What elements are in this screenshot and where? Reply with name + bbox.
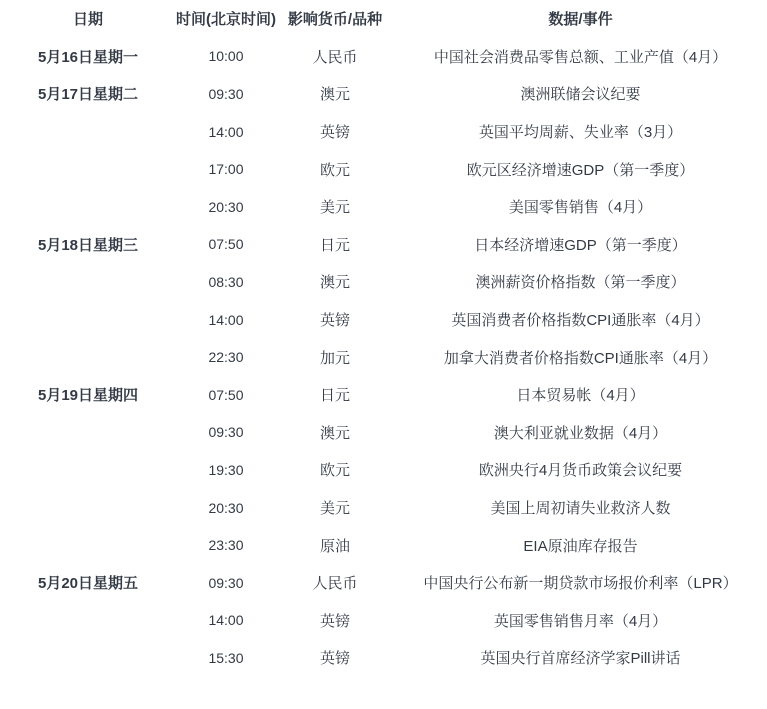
date-cell: 5月19日星期四 bbox=[37, 387, 139, 405]
table-row bbox=[0, 639, 767, 677]
time-cell: 09:30 bbox=[208, 424, 244, 441]
currency-cell: 日元 bbox=[319, 387, 350, 405]
time-cell: 09:30 bbox=[208, 574, 244, 591]
time-cell: 17:00 bbox=[208, 161, 244, 178]
date-cell bbox=[0, 639, 176, 677]
table-row bbox=[0, 526, 767, 564]
event-cell: 日本经济增速GDP（第一季度） bbox=[474, 236, 687, 254]
event-cell: 澳洲薪资价格指数（第一季度） bbox=[475, 274, 686, 292]
currency-cell: 人民币 bbox=[312, 48, 358, 66]
currency-cell: 人民币 bbox=[312, 575, 358, 593]
column-header-time: 时间(北京时间) bbox=[176, 11, 276, 29]
time-cell: 20:30 bbox=[208, 198, 244, 215]
currency-cell: 澳元 bbox=[319, 424, 350, 442]
event-cell: 英国零售销售月率（4月） bbox=[493, 612, 668, 630]
currency-cell: 英镑 bbox=[319, 612, 350, 630]
currency-cell: 欧元 bbox=[319, 161, 350, 179]
date-cell bbox=[0, 113, 176, 151]
table-row bbox=[0, 376, 767, 414]
time-cell: 08:30 bbox=[208, 273, 244, 290]
currency-cell: 澳元 bbox=[319, 274, 350, 292]
table-row bbox=[0, 338, 767, 376]
date-cell: 5月20日星期五 bbox=[37, 575, 139, 593]
currency-cell: 欧元 bbox=[319, 462, 350, 480]
time-cell: 14:00 bbox=[208, 311, 244, 328]
event-cell: 中国社会消费品零售总额、工业产值（4月） bbox=[433, 48, 728, 66]
date-cell: 5月17日星期二 bbox=[37, 86, 139, 104]
time-cell: 14:00 bbox=[208, 612, 244, 629]
event-cell: 美国零售销售（4月） bbox=[508, 199, 653, 217]
currency-cell: 澳元 bbox=[319, 86, 350, 104]
time-cell: 23:30 bbox=[208, 537, 244, 554]
event-cell: 中国央行公布新一期贷款市场报价利率（LPR） bbox=[423, 575, 738, 593]
time-cell: 07:50 bbox=[208, 386, 244, 403]
time-cell: 07:50 bbox=[208, 236, 244, 253]
column-header-event: 数据/事件 bbox=[548, 11, 613, 29]
table-row bbox=[0, 38, 767, 76]
date-cell bbox=[0, 451, 176, 489]
table-row bbox=[0, 564, 767, 602]
event-cell: 日本贸易帐（4月） bbox=[516, 387, 645, 405]
event-cell: 英国央行首席经济学家Pill讲话 bbox=[480, 650, 681, 668]
column-header-date: 日期 bbox=[72, 11, 103, 29]
date-cell bbox=[0, 301, 176, 339]
currency-cell: 英镑 bbox=[319, 124, 350, 142]
table-row bbox=[0, 602, 767, 640]
event-cell: 澳大利亚就业数据（4月） bbox=[493, 424, 668, 442]
table-row bbox=[0, 226, 767, 264]
currency-cell: 英镑 bbox=[319, 312, 350, 330]
time-cell: 19:30 bbox=[208, 461, 244, 478]
event-cell: 欧元区经济增速GDP（第一季度） bbox=[466, 161, 695, 179]
date-cell bbox=[0, 263, 176, 301]
table-row bbox=[0, 263, 767, 301]
time-cell: 14:00 bbox=[208, 123, 244, 140]
column-header-currency: 影响货币/品种 bbox=[287, 11, 383, 29]
date-cell: 5月16日星期一 bbox=[37, 48, 139, 66]
table-row bbox=[0, 113, 767, 151]
event-cell: 英国平均周薪、失业率（3月） bbox=[478, 124, 683, 142]
calendar-body bbox=[0, 38, 767, 677]
table-row bbox=[0, 301, 767, 339]
event-cell: EIA原油库存报告 bbox=[523, 537, 638, 555]
event-cell: 欧洲央行4月货币政策会议纪要 bbox=[478, 462, 683, 480]
time-cell: 22:30 bbox=[208, 349, 244, 366]
time-cell: 15:30 bbox=[208, 649, 244, 666]
date-cell bbox=[0, 526, 176, 564]
table-row bbox=[0, 451, 767, 489]
currency-cell: 英镑 bbox=[319, 650, 350, 668]
table-row bbox=[0, 75, 767, 113]
table-row bbox=[0, 188, 767, 226]
date-cell bbox=[0, 150, 176, 188]
date-cell bbox=[0, 414, 176, 452]
currency-cell: 日元 bbox=[319, 236, 350, 254]
time-cell: 09:30 bbox=[208, 85, 244, 102]
event-cell: 加拿大消费者价格指数CPI通胀率（4月） bbox=[443, 349, 718, 367]
date-cell bbox=[0, 338, 176, 376]
date-cell bbox=[0, 489, 176, 527]
event-cell: 澳洲联储会议纪要 bbox=[520, 86, 641, 104]
date-cell bbox=[0, 602, 176, 640]
event-cell: 美国上周初请失业救济人数 bbox=[490, 500, 671, 518]
currency-cell: 加元 bbox=[319, 349, 350, 367]
currency-cell: 美元 bbox=[319, 199, 350, 217]
event-cell: 英国消费者价格指数CPI通胀率（4月） bbox=[451, 312, 710, 330]
time-cell: 10:00 bbox=[208, 48, 244, 65]
table-row bbox=[0, 489, 767, 527]
table-row bbox=[0, 150, 767, 188]
date-cell: 5月18日星期三 bbox=[37, 236, 139, 254]
table-row bbox=[0, 414, 767, 452]
time-cell: 20:30 bbox=[208, 499, 244, 516]
header-row bbox=[0, 0, 767, 38]
currency-cell: 美元 bbox=[319, 500, 350, 518]
currency-cell: 原油 bbox=[319, 537, 350, 555]
date-cell bbox=[0, 188, 176, 226]
